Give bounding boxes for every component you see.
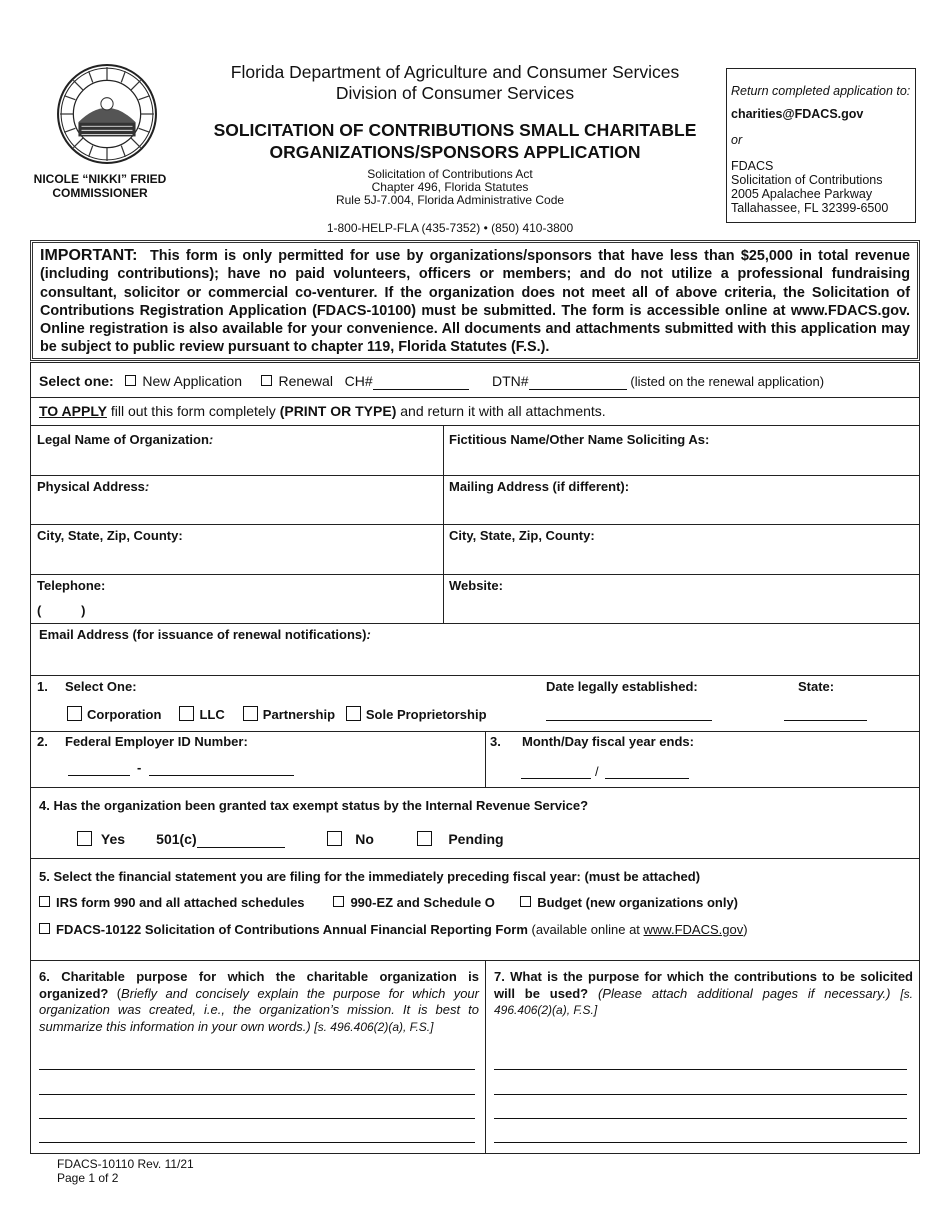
date-established-label: Date legally established: [546, 679, 698, 694]
area-code-close: ) [81, 603, 86, 618]
legal-name-label: Legal Name of Organization [37, 432, 209, 447]
email-address-field[interactable]: Email Address (for issuance of renewal notifications): [39, 627, 371, 642]
partnership-checkbox[interactable] [243, 706, 258, 721]
ch-number-field[interactable] [373, 373, 469, 390]
available-online-suffix: ) [743, 922, 748, 937]
q7-citation: [s. 496.406(2)(a), F.S.] [494, 986, 913, 1017]
website-label: Website: [449, 578, 503, 593]
fein-prefix-field[interactable] [68, 775, 130, 776]
fein-suffix-field[interactable] [149, 775, 294, 776]
mailing-city-state-zip-label: City, State, Zip, County: [449, 528, 595, 543]
fictitious-name-field[interactable] [449, 432, 709, 447]
select-one-label: Select one: [39, 373, 114, 389]
important-lead: IMPORTANT: [40, 247, 138, 264]
return-address [731, 159, 911, 215]
q3-number: 3. [490, 734, 501, 749]
q6-answer-line[interactable] [39, 1118, 475, 1119]
return-label: Return completed application to: [731, 84, 911, 98]
q7-answer-line[interactable] [494, 1069, 907, 1070]
new-application-label: New Application [142, 373, 242, 389]
501c-label: 501(c) [156, 831, 197, 847]
q6-answer-line[interactable] [39, 1142, 475, 1143]
fdacs-website-link[interactable]: www.FDACS.gov [643, 922, 744, 937]
important-notice [30, 240, 920, 361]
select-one-row [39, 373, 824, 390]
renewal-note: (listed on the renewal application) [630, 374, 825, 389]
email-address-label: Email Address (for issuance of renewal notifications) [39, 627, 367, 642]
department-name [200, 62, 710, 104]
state-field[interactable] [784, 720, 867, 721]
fdacs-10122-label: FDACS-10122 Solicitation of Contributions Annual Financial Reporting Form [56, 922, 528, 937]
q1-number: 1. [37, 679, 48, 694]
mailing-city-state-zip-field[interactable] [449, 528, 595, 543]
telephone-field[interactable] [37, 603, 85, 618]
q6-italic: Briefly and concisely explain the purpose for which your organization was created, i.e., the organization’s mission. It is best to summarize this information in your own words.) [39, 985, 479, 1034]
commissioner-block [20, 172, 180, 200]
fiscal-slash: / [595, 764, 599, 779]
irs-990-label: IRS form 990 and all attached schedules [56, 895, 305, 910]
corporation-checkbox[interactable] [67, 706, 82, 721]
yes-checkbox[interactable] [77, 831, 92, 846]
no-label: No [355, 831, 374, 847]
available-online-prefix: (available online at [531, 922, 640, 937]
q7-prompt [494, 969, 913, 1019]
fein-dash: - [137, 760, 142, 775]
pending-label: Pending [448, 831, 504, 847]
legal-line2: Chapter 496, Florida Statutes [371, 180, 529, 194]
fictitious-name-label: Fictitious Name/Other Name Soliciting As: [449, 432, 710, 447]
financial-options-row2 [39, 922, 748, 937]
budget-checkbox[interactable] [520, 896, 531, 907]
city-state-zip-field[interactable] [37, 528, 183, 543]
addr-line: 2005 Apalachee Parkway [731, 187, 873, 201]
q6-answer-line[interactable] [39, 1069, 475, 1070]
tax-exempt-options [77, 831, 504, 848]
department-line: Florida Department of Agriculture and Consumer Services [230, 62, 680, 82]
date-established-field[interactable] [546, 720, 712, 721]
990ez-label: 990-EZ and Schedule O [350, 895, 495, 910]
q7-answer-line[interactable] [494, 1118, 907, 1119]
irs-990-checkbox[interactable] [39, 896, 50, 907]
return-address-box [726, 68, 916, 223]
commissioner-name: NICOLE “NIKKI” FRIED [33, 172, 167, 186]
state-label: State: [798, 679, 835, 694]
return-or: or [731, 133, 743, 147]
physical-address-label: Physical Address [37, 479, 145, 494]
department-seal [56, 63, 158, 165]
990ez-checkbox[interactable] [333, 896, 344, 907]
physical-address-field[interactable]: Physical Address: [37, 479, 150, 494]
new-application-checkbox[interactable] [125, 375, 136, 386]
q7-answer-line[interactable] [494, 1142, 907, 1143]
financial-options-row1 [39, 895, 738, 910]
fiscal-day-field[interactable] [605, 778, 689, 779]
to-apply-lead: TO APPLY [39, 403, 107, 419]
to-apply-bold: (PRINT OR TYPE) [279, 403, 397, 419]
q5-label: 5. Select the financial statement you are filing for the immediately preceding fiscal year: (must be attached) [39, 869, 701, 884]
sole-proprietorship-checkbox[interactable] [346, 706, 361, 721]
form-title-line1: SOLICITATION OF CONTRIBUTIONS SMALL CHARITABLE [213, 120, 697, 140]
mailing-address-field[interactable] [449, 479, 629, 494]
website-field[interactable] [449, 578, 503, 593]
area-code-open: ( [37, 603, 42, 618]
q2-number: 2. [37, 734, 48, 749]
page-footer [57, 1157, 194, 1185]
addr-line: Tallahassee, FL 32399-6500 [731, 201, 889, 215]
commissioner-title: COMMISSIONER [52, 186, 148, 200]
q3-label: Month/Day fiscal year ends: [522, 734, 694, 749]
yes-label: Yes [100, 831, 126, 847]
q6-paren: ( [116, 985, 122, 1001]
corporation-label: Corporation [87, 707, 162, 722]
501c-field[interactable] [197, 831, 285, 848]
application-form [30, 362, 920, 1154]
no-checkbox[interactable] [327, 831, 342, 846]
renewal-checkbox[interactable] [261, 375, 272, 386]
dtn-number-field[interactable] [529, 373, 627, 390]
legal-name-field[interactable]: Legal Name of Organization: [37, 432, 214, 447]
city-state-zip-label: City, State, Zip, County: [37, 528, 183, 543]
division-line: Division of Consumer Services [335, 83, 575, 103]
renewal-label: Renewal [278, 373, 333, 389]
q7-italic: (Please attach additional pages if necessary.) [597, 985, 891, 1001]
form-id: FDACS-10110 Rev. 11/21 [57, 1157, 194, 1171]
budget-label: Budget (new organizations only) [537, 895, 739, 910]
page-number: Page 1 of 2 [57, 1171, 119, 1185]
q6-citation: [s. 496.406(2)(a), F.S.] [314, 1019, 434, 1034]
telephone-label: Telephone: [37, 578, 106, 593]
dtn-label: DTN# [491, 373, 529, 389]
q4-label: 4. Has the organization been granted tax exempt status by the Internal Revenue Service? [39, 798, 589, 813]
q7-bold: 7. What is the purpose for which the contributions to be solicited will be used? [494, 969, 913, 1001]
addr-line: FDACS [731, 159, 774, 173]
addr-line: Solicitation of Contributions [731, 173, 883, 187]
to-apply-text1: fill out this form completely [110, 403, 276, 419]
phone-line: 1-800-HELP-FLA (435-7352) • (850) 410-3800 [326, 221, 574, 235]
partnership-label: Partnership [262, 707, 336, 722]
mailing-address-label: Mailing Address (if different): [449, 479, 630, 494]
legal-authority [250, 168, 650, 207]
sole-proprietorship-label: Sole Proprietorship [365, 707, 487, 722]
legal-line1: Solicitation of Contributions Act [367, 167, 533, 181]
to-apply-text2: and return it with all attachments. [400, 403, 606, 419]
form-title [180, 119, 730, 163]
fdacs-10122-checkbox[interactable] [39, 923, 50, 934]
pending-checkbox[interactable] [417, 831, 432, 846]
fiscal-month-field[interactable] [521, 778, 591, 779]
legal-line3: Rule 5J-7.004, Florida Administrative Code [335, 193, 565, 207]
entity-type-options [67, 706, 487, 722]
important-text: This form is only permitted for use by organizations/sponsors that have less than $25,000 in total revenue (including contributions); have no paid volunteers, officers or members; and do not utilize a professional fundraising consultant, solicitor or commercial co-venturer. If the organization does not meet all of above criteria, the Solicitation of Contributions Registration Application (FDACS-10100) must be submitted. The form is accessible online at www.FDACS.gov. Online registration is also available for your convenience. All documents and attachments submitted with this application may be subject to public review pursuant to chapter 119, Florida Statutes (F.S.). [40, 248, 910, 356]
q2-label: Federal Employer ID Number: [65, 734, 248, 749]
llc-checkbox[interactable] [179, 706, 194, 721]
ch-label: CH# [344, 373, 373, 389]
return-email[interactable]: charities@FDACS.gov [731, 107, 864, 121]
form-title-line2: ORGANIZATIONS/SPONSORS APPLICATION [269, 142, 641, 162]
llc-label: LLC [199, 707, 225, 722]
q6-answer-line[interactable] [39, 1094, 475, 1095]
q6-prompt [39, 969, 479, 1035]
q6-bold: 6. Charitable purpose for which the charitable organization is organized? [39, 969, 479, 1001]
to-apply-row [39, 403, 606, 419]
q1-label: Select One: [65, 679, 137, 694]
q7-answer-line[interactable] [494, 1094, 907, 1095]
